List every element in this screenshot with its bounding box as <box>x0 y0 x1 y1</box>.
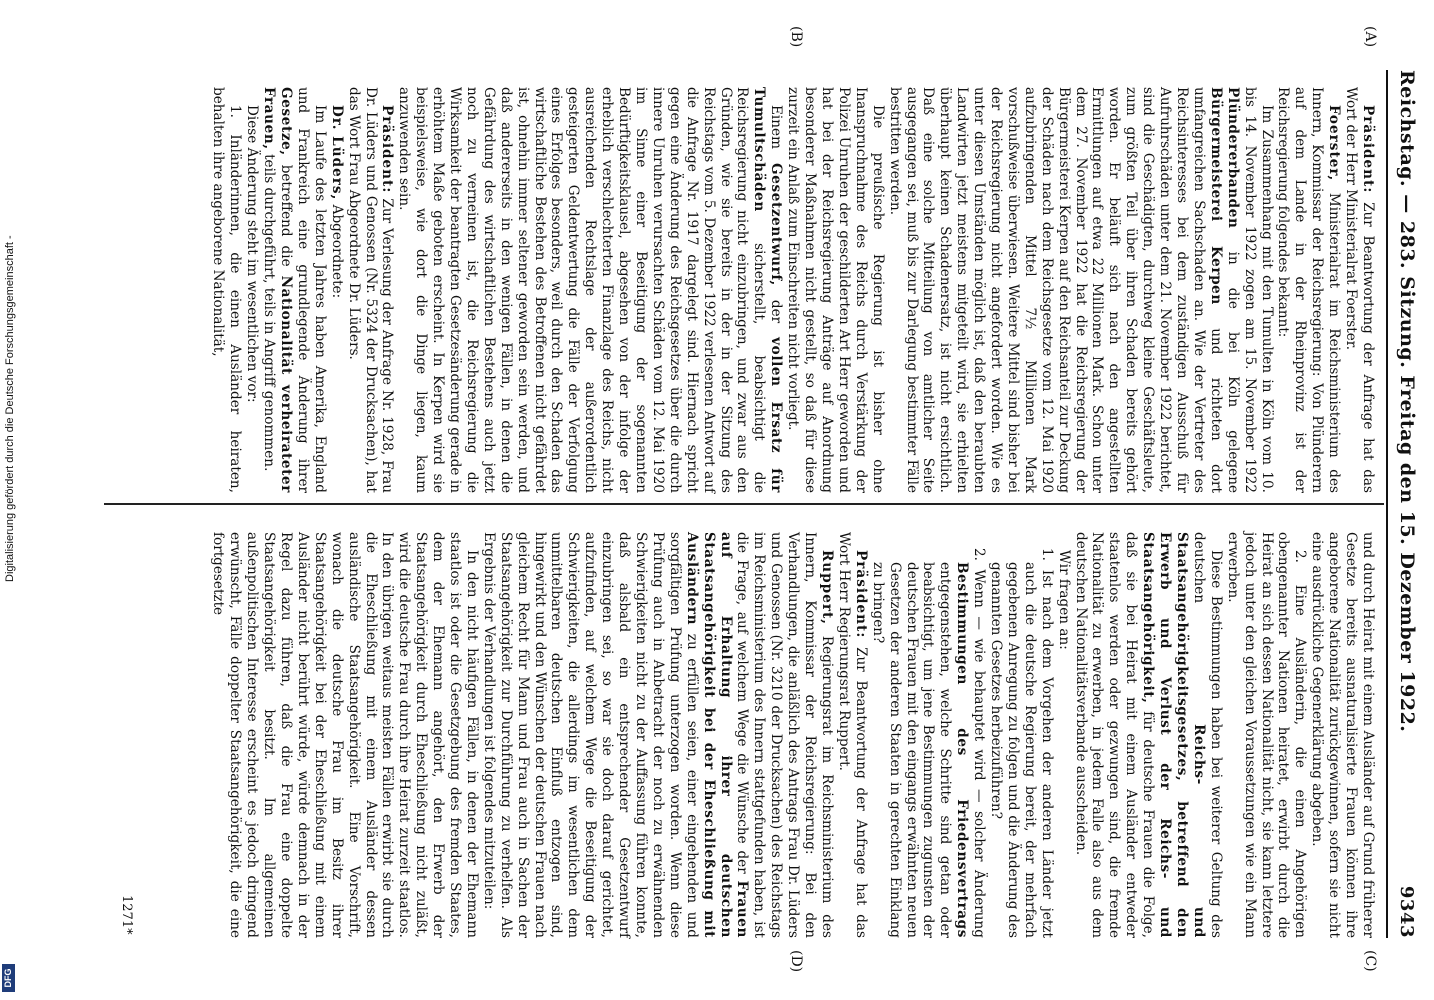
speaker-text: Zur Beantwortung der Anfrage hat das Wort Herr Regierungsrat Ruppert. <box>835 532 869 938</box>
speaker-text: Zur Verlesung der Anfrage Nr. 1928, Frau Dr. Lüders und Genossen (Nr. 5324 der Drucksachen), hat das Wort Frau Abgeordnete Dr. Lüders. <box>345 87 396 493</box>
speaker-name: Dr. Lüders, <box>328 105 345 201</box>
speaker-name: Präsident: <box>1360 105 1376 194</box>
body-text: betreffend die <box>278 164 294 267</box>
emphasis-text: Plündererbanden <box>1224 87 1241 229</box>
body-text: Wir fragen an: <box>1055 550 1072 650</box>
paragraph <box>243 87 260 493</box>
body-text: In den nicht häufigen Fällen, in denen der Ehemann staatlos ist oder die Gesetzgebung des fremden Staates, dem der Ehemann angehört, den Erwerb der Staatsangehörigkeit durch Eheschließung nicht zuläßt, wird die deutsche Frau durch ihre Heirat zurzeit staatlos. In den übrigen weitaus meisten Fällen erwirbt sie durch die Eheschließung mit einem Ausländer dessen ausländische Staatsangehörigkeit. Eine Vorschrift, wonach die deutsche Frau im Besitz ihrer Staatsangehörigkeit bei der Eheschließung mit einem Ausländer nicht berührt würde, würde demnach in der Regel dazu führen, daß die Frau eine doppelte Staatsangehörigkeit besitzt. Im allgemeinen außenpolitischen Interesse erscheint es jedoch dringend erwünscht, Fälle doppelter Staatsangehörigkeit, die eine fortgesetzte <box>210 532 480 938</box>
emphasis-text: Bestimmungen des Friedensvertrags <box>954 562 971 938</box>
paragraph <box>1275 87 1343 493</box>
paragraph <box>784 87 885 493</box>
emphasis-text: betreffend den Erwerb und Verlust der Reichs- und Staatsangehörigkeit, <box>1140 532 1191 938</box>
speaker-text: Zur Beantwortung der Anfrage hat das Wort der Herr Ministerialrat Foerster. <box>1343 87 1376 493</box>
margin-mark-c: (C) <box>1362 950 1378 972</box>
paragraph <box>1308 532 1376 938</box>
emphasis-text: Nationalität verheirateter Frauen, <box>261 87 294 494</box>
speaker-name: Foerster, <box>1326 105 1343 182</box>
body-text: sicherstellt, beabsichtigt die Reichsregierung nicht einzubringen, und zwar aus den Gründen, wie sie bereits in der in der Sitzung des Reichstags vom 5. Dezember 1922 verlesenen Antwort auf die Anfrage Nr. 1917 dargelegt sind. Hiernach spricht gegen eine Änderung des Reichsgesetzes über die durch innere Unruhen verursachten Schäden vom 12. Mai 1920 im Sinne einer Beseitigung der sogenannten Bedürftigkeitsklausel, abgesehen von der infolge der erheblich verschlechterten Finanzlage des Reichs, nicht ausreichenden Rechtslage der außerordentlich gesteigerten Geldentwertung die Fälle der Verfolgung eines Erfolges besonders, weil durch den Schaden das wirtschaftliche Bestehen des Betroffenen nicht gefährdet ist, ohnehin immer seltener geworden sein werden, und daß andererseits in den wenigen Fällen, in denen die Gefährdung des wirtschaftlichen Bestehens auch jetzt noch zu verneinen ist, die Reichsregierung die Wirksamkeit der beantragten Gesetzesänderung gerade in erhöhtem Maße geboten erscheint. In Kerpen wird sie beispielsweise, wie dort die Dinge liegen, kaum anzuwenden sein. <box>396 87 768 493</box>
page-header <box>1396 70 1418 938</box>
margin-mark-a: (A) <box>1362 26 1378 48</box>
emphasis-text: Gesetzentwurf, <box>768 163 785 286</box>
speaker-text: Regierungsrat im Reichsministerium des Innern, Kommissar der Reichsregierung: Bei den Verhandlungen, die anläßlich des Antrags Frau Dr. Lüders und Genossen (Nr. 3210 der Drucksachen) des Reichstags im Reichsministerium des Innern stattgefunden haben, ist die Frage, auf welchem Wege die Wünsche der <box>734 532 835 938</box>
paragraph <box>1224 532 1309 938</box>
page-number: 9343 <box>1396 885 1417 938</box>
emphasis-text: vollen Ersatz für Tumultschäden <box>751 87 785 493</box>
paragraph <box>209 87 243 493</box>
paragraph <box>835 532 869 938</box>
body-text: Diese Änderung steht im wesentlichen vor: <box>244 105 261 403</box>
paragraph <box>1055 532 1072 938</box>
body-text: Diese Bestimmungen haben bei weiterer Geltung des deutschen <box>1190 532 1224 938</box>
header-rule <box>1386 70 1388 938</box>
body-text: in die bei Köln gelegene <box>1224 251 1241 493</box>
header-title: Reichstag. — 283. Sitzung. Freitag den 15. Dezember 1922. <box>1396 70 1418 733</box>
body-text: für deutsche Frauen die Folge, daß sie bei Heirat mit einem Ausländer entweder staatenlos werden oder gezwungen sind, die fremde Nationalität zu erwerben, in jedem Falle also aus dem deutschen Nationalitätsverbande ausscheiden. <box>1072 532 1157 938</box>
margin-mark-b: (B) <box>788 26 804 48</box>
paragraph <box>886 87 1275 493</box>
emphasis-text: Frauen auf Erhaltung ihrer deutschen Staatsangehörigkeit bei der Eheschließung mit Ausländern <box>683 532 751 938</box>
body-text: 1. Inländerinnen, die einen Ausländer heiraten, behalten ihre angeborene Nationalität, <box>210 87 244 493</box>
paragraph <box>1342 87 1376 493</box>
body-text: 2. Eine Ausländerin, die einen Angehörigen obengenannter Nationen heiratet, erwirbt durch die Heirat an sich dessen Nationalität nicht, sie kann letztere jedoch unter den gleichen Voraussetzungen wie ein Mann erwerben. <box>1224 532 1309 938</box>
body-text: Im Laufe des letzten Jahres haben Amerika, England und Frankreich eine grundlegende Änderung ihrer <box>294 87 328 493</box>
body-text: Im Zusammenhang mit den Tumulten in Köln vom 10. bis 14. November 1922 zogen am 15. November 1922 <box>1241 87 1275 493</box>
body-text: teils durchgeführt, teils in Angriff genommen. <box>261 154 278 472</box>
body-text: und richteten dort umfangreichen Sachschaden an. Wie der Vertreter des Reichsinteresses bei dem zuständigen Ausschuß für Aufruhrschäden unter dem 21. November 1922 berichtet, sind die Geschädigten, durchweg kleine Geschäftsleute, zum größten Teil über ihren Schaden bereits gehört worden. Er beläuft sich nach den angestellten Ermittlungen auf etwa 22 Millionen Mark. Schon unter dem 27. November 1922 hat die Reichsregierung der Bürgermeisterei Kerpen auf den Reichsanteil zur Deckung der Schäden nach dem Reichsgesetze vom 12. Mai 1920 aufzubringenden Mittel 7½ Millionen Mark vorschußweise überwiesen. Weitere Mittel sind bisher bei der Reichsregierung nicht angefordert worden. Wie es unter diesen Umständen möglich ist, daß den beraubten Landwirten jetzt meistens mitgeteilt wird, sie erhielten überhaupt keinen Schadenersatz, ist nicht ersichtlich. Daß eine solche Mitteilung von amtlicher Seite ausgegangen sei, muß bis zur Darlegung bestimmter Fälle bestritten werden. <box>886 87 1224 493</box>
body-text: 2. Wenn — wie behauptet wird — solcher Änderung <box>971 548 988 938</box>
paragraph <box>480 532 835 938</box>
speaker-text: Ministerialrat im Reichsministerium des Innern, Kommissar der Reichsregierung: Von Plünderern auf dem Lande in der Rheinprovinz ist der Reichsregierung folgendes bekannt: <box>1275 87 1343 493</box>
digitization-note: Digitalisierung gefördert durch die Deutsche Forschungsgemeinschaft - <box>4 235 16 582</box>
speaker-name: Präsident: <box>852 550 869 639</box>
paragraph <box>345 87 396 493</box>
emphasis-text: Gesetze, <box>278 87 294 156</box>
body-text: entgegenstehen, welche Schritte sind getan oder beabsichtigt, um jene Bestimmungen zugunsten der deutschen Frauen mit den eingangs erwähnten neuen Gesetzen der anderen Staaten in gerechten Einklang zu bringen? <box>869 562 954 938</box>
speaker-text: Abgeordnete: <box>328 204 345 299</box>
paragraph <box>328 87 345 493</box>
body-text: Einem <box>768 105 785 149</box>
margin-mark-d: (D) <box>788 950 804 973</box>
left-column <box>209 87 1376 493</box>
paragraph <box>1072 532 1224 938</box>
emphasis-text: Bürgermeisterei Kerpen <box>1207 87 1224 305</box>
body-text: der <box>768 299 785 324</box>
paragraph <box>260 87 328 493</box>
list-item <box>987 548 1055 938</box>
speaker-name: Präsident: <box>379 105 396 194</box>
column-divider <box>104 503 1384 505</box>
page-signature: 1271* <box>119 895 134 935</box>
body-text: zu erfüllen seien, einer eingehenden und sorgfältigen Prüfung unterzogen worden. Wenn diese Prüfung auch in Anbetracht der noch zu erwähnenden Schwierigkeiten nicht zu der Auffassung führen konnte, daß alsbald ein entsprechender Gesetzentwurf einzubringen sei, so war sie doch darauf gerichtet, aufzufinden, auf welchem Wege die Beseitigung der Schwierigkeiten, die allerdings im wesentlichen dem unmittelbaren deutschen Einfluß entzogen sind, hingewirkt und den Wünschen der deutschen Frauen nach gleichem Recht für Mann und Frau auch in Sachen der Staatsangehörigkeit zur Durchführung zu verhelfen. Als Ergebnis der Verhandlungen ist folgendes mitzuteilen: <box>480 532 700 938</box>
paragraph <box>395 87 784 493</box>
dfg-logo-icon: DFG <box>2 964 15 992</box>
body-text: und durch Heirat mit einem Ausländer auf Grund früherer Gesetze bereits ausnaturalisierte Frauen können ihre angeborene Nationalität zurückgewinnen, sofern sie nicht eine ausdrückliche Gegenerklärung abgeben. <box>1309 532 1376 938</box>
paragraph <box>209 532 480 938</box>
body-text: Die preußische Regierung ist bisher ohne Inanspruchnahme des Reichs durch Verstärkung der Polizei Unruhen der geschilderten Art Herr geworden und hat bei der Reichsregierung Anträge auf Anordnung besonderer Maßnahmen nicht gestellt, so daß für diese zurzeit ein Anlaß zum Einschreiten nicht vorliegt. <box>785 87 886 493</box>
speaker-name: Ruppert, <box>819 550 835 626</box>
list-item <box>869 548 988 938</box>
body-text: 1. Ist nach dem Vorgehen der anderen Länder jetzt auch die deutsche Regierung bereit, der mehrfach gegebenen Anregung zu folgen und die Änderung des genannten Gesetzes herbeizuführen? <box>988 548 1055 938</box>
emphasis-text: Reichs- und Staatsangehörigkeitsgesetzes, <box>1174 532 1207 939</box>
right-column <box>209 532 1376 938</box>
